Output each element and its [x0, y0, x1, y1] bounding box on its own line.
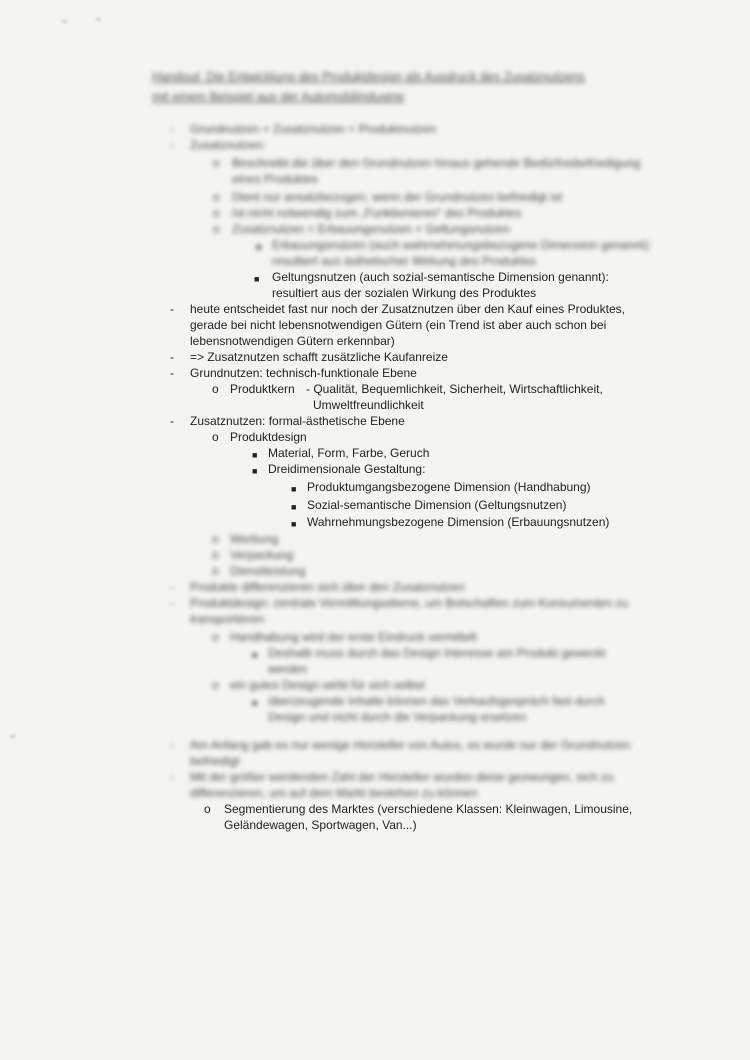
square-bullet: ■ [291, 484, 297, 494]
square-bullet: ■ [254, 274, 260, 284]
circle-bullet: o [212, 532, 219, 546]
list-item: Verpackung [230, 548, 294, 562]
square-bullet: ■ [252, 450, 258, 460]
list-item: Geltungsnutzen (auch sozial-semantische Dimension genannt): [272, 270, 609, 284]
list-item: Sozial-semantische Dimension (Geltungsnutzen) [307, 498, 567, 512]
square-bullet: ■ [256, 242, 262, 252]
list-item: ein gutes Design wirbt für sich selbst [230, 678, 425, 692]
list-item: Deshalb muss durch das Design Interesse am Produkt geweckt [268, 646, 606, 660]
circle-bullet: o [212, 678, 219, 692]
list-item: Material, Form, Farbe, Geruch [268, 446, 430, 460]
circle-bullet: o [212, 382, 219, 396]
list-item: werden [268, 662, 308, 676]
list-item: Dreidimensionale Gestaltung: [268, 462, 426, 476]
title-line-2: mit einem Beispiel aus der Automobilindustrie [152, 90, 405, 104]
circle-bullet: o [212, 564, 219, 578]
list-item: überzeugende Inhalte können das Verkaufsgespräch fast durch [268, 694, 605, 708]
dash-bullet: - [170, 138, 174, 152]
list-item: befriedigt [190, 754, 240, 768]
dash-bullet: - [170, 414, 174, 428]
list-item: Mit der größer werdenden Zahl der Hersteller wurden diese gezwungen, sich zu [190, 770, 614, 784]
list-item: => Zusatznutzen schafft zusätzliche Kaufanreize [190, 350, 448, 364]
square-bullet: ■ [252, 466, 258, 476]
list-item: Dienstleistung [230, 564, 306, 578]
dash-bullet: - [170, 350, 174, 364]
list-item: lebensnotwendigen Gütern erkennbar) [190, 334, 395, 348]
produktkern-values: Umweltfreundlichkeit [313, 398, 424, 412]
circle-bullet: o [213, 206, 220, 220]
dash-bullet: - [170, 738, 174, 752]
list-item: Handhabung wird der erste Eindruck vermittelt [230, 630, 477, 644]
dash-bullet: - [170, 596, 174, 610]
circle-bullet: o [213, 222, 220, 236]
list-item: Segmentierung des Marktes (verschiedene Klassen: Kleinwagen, Limousine, [224, 802, 633, 816]
list-item: Zusatznutzen = Erbauungsnutzen + Geltungsnutzen [232, 222, 510, 236]
circle-bullet: o [212, 630, 219, 644]
dash-bullet: - [170, 770, 174, 784]
circle-bullet: o [213, 190, 220, 204]
list-item: Beschreibt die über den Grundnutzen hinaus gehende Bedürfnisbefriedigung [232, 156, 641, 170]
list-item: resultiert aus ästhetischer Wirkung des Produktes [272, 254, 537, 268]
list-item: Werbung [230, 532, 279, 546]
square-bullet: ■ [252, 698, 258, 708]
list-item: Ist nicht notwendig zum „Funktionieren“ des Produktes [232, 206, 522, 220]
list-item: gerade bei nicht lebensnotwendigen Gütern (ein Trend ist aber auch schon bei [190, 318, 607, 332]
list-item: Produktdesign [230, 430, 307, 444]
list-item: eines Produktes [232, 172, 319, 186]
circle-bullet: o [212, 430, 219, 444]
square-bullet: ■ [291, 519, 297, 529]
list-item: Zusatznutzen: [190, 138, 266, 152]
dash-bullet: - [170, 366, 174, 380]
circle-bullet: o [213, 156, 220, 170]
list-item: differenzieren, um auf dem Markt bestehen zu können [190, 786, 478, 800]
list-item: resultiert aus der sozialen Wirkung des Produktes [272, 286, 537, 300]
list-item: Produktdesign: zentrale Vermittlungsebene, um Botschaften zum Konsumenten zu [190, 596, 629, 610]
produktkern-values: - Qualität, Bequemlichkeit, Sicherheit, Wirtschaftlichkeit, [306, 382, 603, 396]
list-item: Grundnutzen + Zusatznutzen = Produktnutzen [190, 122, 437, 136]
scan-smudge [62, 20, 67, 23]
circle-bullet: o [204, 802, 211, 816]
title-line-1: Handout: Die Entwicklung des Produktdesign als Ausdruck des Zusatznutzens [152, 70, 585, 84]
dash-bullet: - [170, 302, 174, 316]
circle-bullet: o [212, 548, 219, 562]
list-item: Wahrnehmungsbezogene Dimension (Erbauungsnutzen) [307, 515, 610, 529]
scan-smudge [10, 735, 15, 738]
list-item: Am Anfang gab es nur wenige Hersteller von Autos, es wurde nur der Grundnutzen [190, 738, 631, 752]
list-item: Produkte differenzieren sich über den Zusatznutzen [190, 580, 465, 594]
square-bullet: ■ [291, 502, 297, 512]
list-item: Geländewagen, Sportwagen, Van...) [224, 818, 417, 832]
list-item: heute entscheidet fast nur noch der Zusatznutzen über den Kauf eines Produktes, [190, 302, 625, 316]
list-item: Grundnutzen: technisch-funktionale Ebene [190, 366, 417, 380]
dash-bullet: - [170, 580, 174, 594]
dash-bullet: - [170, 122, 174, 136]
list-item: transportieren [190, 612, 265, 626]
list-item: Dient nur ansatzbezogen, wenn der Grundnutzen befriedigt ist [232, 190, 563, 204]
scan-smudge [96, 18, 101, 21]
produktkern-label: Produktkern [230, 382, 295, 396]
square-bullet: ■ [252, 650, 258, 660]
list-item: Design und nicht durch die Verpackung ersetzen [268, 710, 527, 724]
list-item: Zusatznutzen: formal-ästhetische Ebene [190, 414, 405, 428]
list-item: Produktumgangsbezogene Dimension (Handhabung) [307, 480, 591, 494]
list-item: Erbauungsnutzen (auch wahrnehmungsbezogene Dimension genannt): [272, 238, 652, 252]
